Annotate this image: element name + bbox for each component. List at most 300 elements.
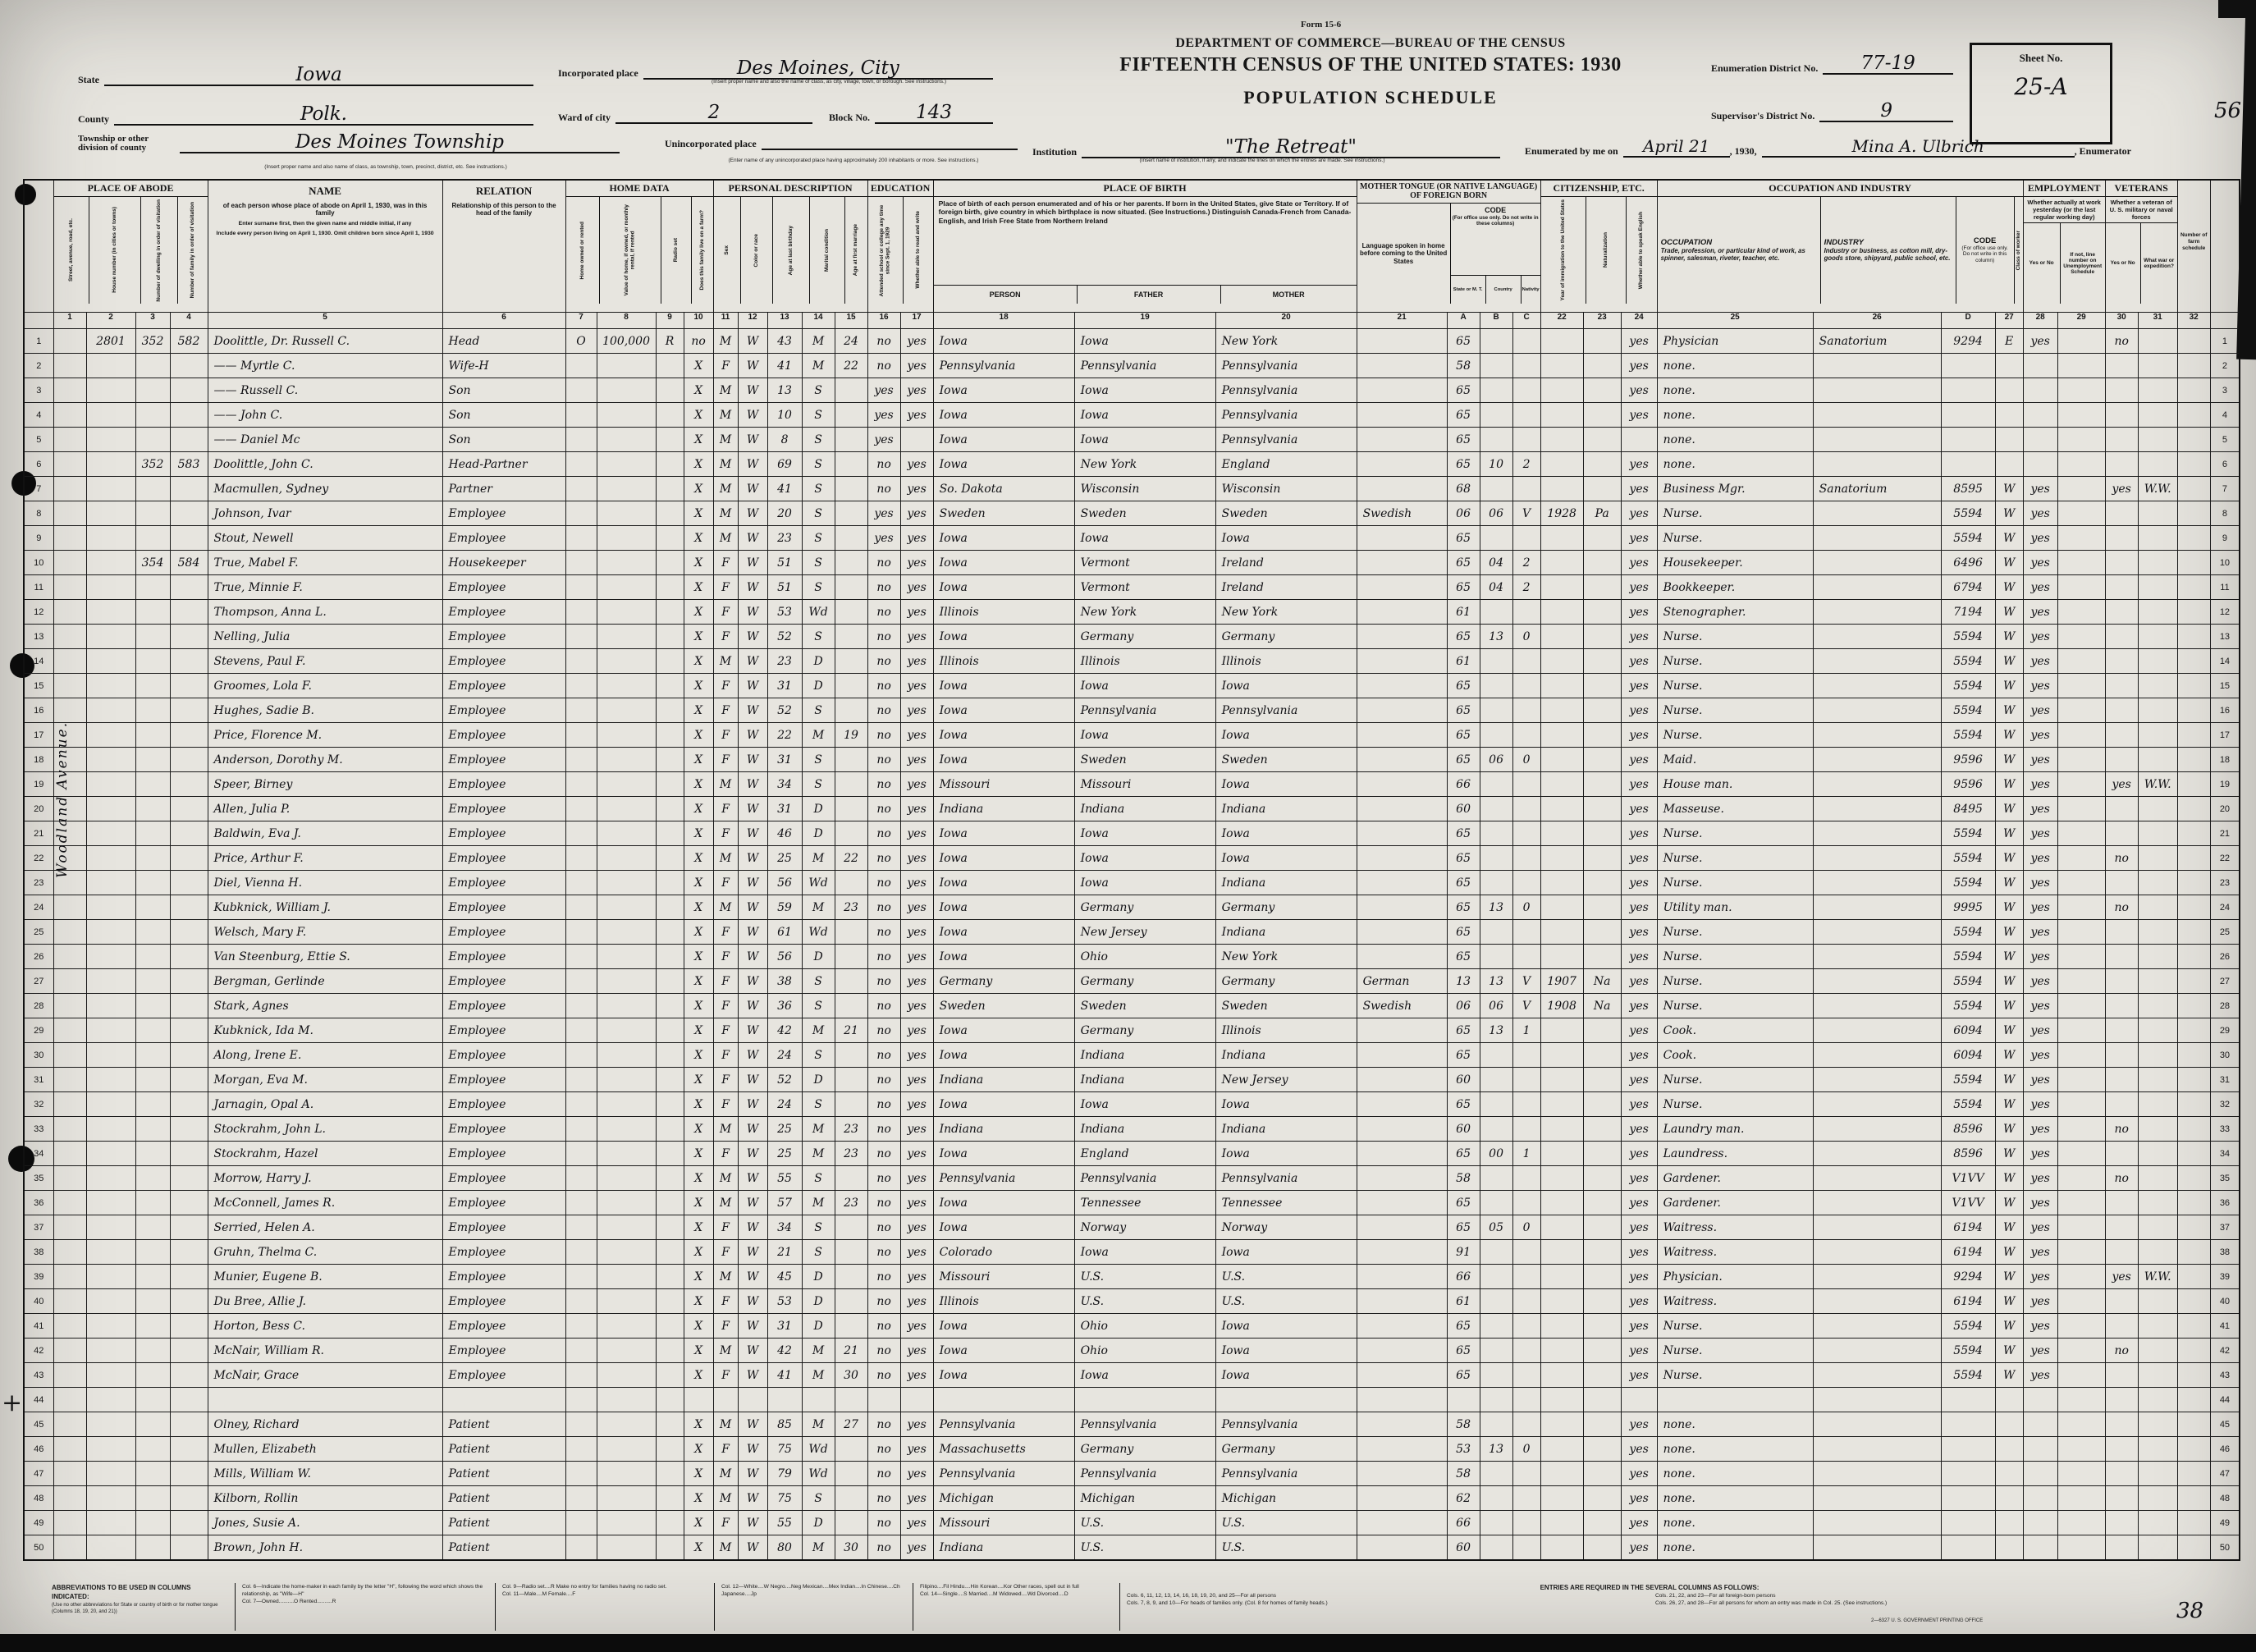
cell-c20: Iowa [1215, 674, 1357, 698]
cell-c18: Iowa [933, 1215, 1074, 1240]
cell-c10: X [684, 575, 713, 600]
cell-c7 [565, 1215, 597, 1240]
cell-c24: yes [1621, 674, 1657, 698]
cell-cB: 06 [1480, 994, 1512, 1018]
cell-c15 [835, 551, 867, 575]
cell-c16: no [867, 1462, 900, 1486]
cell-c15 [835, 945, 867, 969]
cell-c24 [1621, 428, 1657, 452]
cell-c19: Vermont [1074, 551, 1215, 575]
cell-c29 [2057, 723, 2105, 748]
cell-c28: yes [2023, 846, 2057, 871]
cell-cA: 65 [1447, 575, 1480, 600]
cell-street [53, 1462, 86, 1486]
cell-c24: yes [1621, 1511, 1657, 1535]
cell-cB [1480, 1117, 1512, 1142]
cell-c10: X [684, 846, 713, 871]
cell-c25: Bookkeeper. [1657, 575, 1813, 600]
cell-c22 [1540, 354, 1583, 378]
cell-c26 [1813, 354, 1941, 378]
cell-c12: W [738, 945, 767, 969]
cell-c23 [1583, 748, 1621, 772]
table-row [24, 797, 2240, 821]
cell-c14: D [802, 1511, 835, 1535]
cell-c22 [1540, 1462, 1583, 1486]
cell-c16: no [867, 354, 900, 378]
cell-c13: 21 [767, 1240, 802, 1265]
cell-name: Along, Irene E. [208, 1043, 442, 1068]
cell-c28 [2023, 1511, 2057, 1535]
col11-header: Sex [723, 245, 730, 255]
cell-c21 [1357, 1412, 1447, 1437]
cell-c26 [1813, 1117, 1941, 1142]
cell-c8 [597, 1117, 656, 1142]
table-row [24, 428, 2240, 452]
cell-num_l: 10 [24, 551, 53, 575]
cell-c12: W [738, 1339, 767, 1363]
cell-c11: M [713, 1166, 738, 1191]
cell-c20: Indiana [1215, 871, 1357, 895]
cell-c29 [2057, 1462, 2105, 1486]
cell-c25 [1657, 1388, 1813, 1412]
cell-num_l: 23 [24, 871, 53, 895]
cell-c23 [1583, 674, 1621, 698]
cell-fam [170, 1412, 208, 1437]
cell-cA: 65 [1447, 1018, 1480, 1043]
cell-c17: yes [900, 1117, 933, 1142]
cell-c22 [1540, 1486, 1583, 1511]
cell-c10: X [684, 1215, 713, 1240]
cell-c20: Iowa [1215, 526, 1357, 551]
cell-cD: 5594 [1941, 501, 1995, 526]
cell-c27: W [1995, 1092, 2023, 1117]
cell-c23 [1583, 1018, 1621, 1043]
cell-name: Mullen, Elizabeth [208, 1437, 442, 1462]
cell-c18: Indiana [933, 797, 1074, 821]
cell-c23 [1583, 1191, 1621, 1215]
cell-c30 [2105, 649, 2138, 674]
cell-cB [1480, 674, 1512, 698]
cell-c21 [1357, 945, 1447, 969]
cell-c26 [1813, 1412, 1941, 1437]
cell-c24: yes [1621, 871, 1657, 895]
cell-c18: Iowa [933, 674, 1074, 698]
cell-c19: New Jersey [1074, 920, 1215, 945]
cell-c22 [1540, 821, 1583, 846]
cell-c29 [2057, 895, 2105, 920]
cell-c21: German [1357, 969, 1447, 994]
cell-c30 [2105, 1363, 2138, 1388]
cell-c7 [565, 871, 597, 895]
cell-num_r: 17 [2210, 723, 2240, 748]
cell-cC [1512, 428, 1540, 452]
cell-house [86, 1068, 135, 1092]
cell-c32 [2177, 1339, 2210, 1363]
cell-c13: 41 [767, 477, 802, 501]
cell-cC [1512, 354, 1540, 378]
cell-fam [170, 994, 208, 1018]
cell-dwell [135, 871, 170, 895]
cell-cC [1512, 1191, 1540, 1215]
cell-dwell [135, 1092, 170, 1117]
cell-num_r: 1 [2210, 329, 2240, 354]
table-row [24, 501, 2240, 526]
cell-c23 [1583, 1511, 1621, 1535]
cell-rel: Employee [442, 994, 565, 1018]
cell-dwell [135, 575, 170, 600]
cell-c11: F [713, 625, 738, 649]
cell-c27 [1995, 1535, 2023, 1561]
cell-street [53, 1142, 86, 1166]
cell-num_l: 13 [24, 625, 53, 649]
cell-c28: yes [2023, 821, 2057, 846]
cell-c25: none. [1657, 1437, 1813, 1462]
cell-c15: 24 [835, 329, 867, 354]
cell-c30 [2105, 1388, 2138, 1412]
cell-dwell [135, 920, 170, 945]
cell-c10: X [684, 403, 713, 428]
cell-c17: yes [900, 871, 933, 895]
cell-c15 [835, 1068, 867, 1092]
cell-c28: yes [2023, 625, 2057, 649]
cell-c26 [1813, 698, 1941, 723]
cell-c16: no [867, 1289, 900, 1314]
cell-c31 [2138, 1166, 2177, 1191]
cell-dwell [135, 1314, 170, 1339]
cell-c17: yes [900, 1043, 933, 1068]
cell-c8 [597, 1289, 656, 1314]
cell-c21 [1357, 1339, 1447, 1363]
cell-c15 [835, 674, 867, 698]
cell-c25: none. [1657, 1535, 1813, 1561]
table-row [24, 945, 2240, 969]
column-number: 31 [2138, 313, 2177, 329]
county-label: County [78, 113, 110, 125]
cell-name: Speer, Birney [208, 772, 442, 797]
cell-dwell [135, 428, 170, 452]
cell-house [86, 378, 135, 403]
cell-house [86, 994, 135, 1018]
cell-c13: 75 [767, 1437, 802, 1462]
cell-cA: 06 [1447, 994, 1480, 1018]
cell-num_l: 36 [24, 1191, 53, 1215]
cell-c19: Germany [1074, 1437, 1215, 1462]
cell-c22 [1540, 575, 1583, 600]
cell-rel: Partner [442, 477, 565, 501]
cell-c19: Germany [1074, 969, 1215, 994]
cell-c20: New York [1215, 329, 1357, 354]
cell-rel: Employee [442, 1068, 565, 1092]
cell-fam [170, 1240, 208, 1265]
mother-tongue-code-title: CODE [1485, 206, 1507, 214]
form-number: Form 15-6 [1301, 20, 1342, 30]
cell-cD [1941, 1535, 1995, 1561]
cell-c30 [2105, 1215, 2138, 1240]
cell-c14: S [802, 551, 835, 575]
cell-c16: no [867, 452, 900, 477]
cell-c16: no [867, 674, 900, 698]
cell-c21 [1357, 575, 1447, 600]
column-number: B [1480, 313, 1512, 329]
cell-c31 [2138, 1511, 2177, 1535]
cell-c23 [1583, 723, 1621, 748]
cell-c22 [1540, 920, 1583, 945]
cell-c22 [1540, 1215, 1583, 1240]
cell-c28: yes [2023, 945, 2057, 969]
cell-c19: Iowa [1074, 1092, 1215, 1117]
column-number: 10 [684, 313, 713, 329]
cell-c27: W [1995, 920, 2023, 945]
cell-c16: no [867, 477, 900, 501]
cell-name: Stark, Agnes [208, 994, 442, 1018]
cell-c24: yes [1621, 895, 1657, 920]
cell-c8 [597, 821, 656, 846]
cell-c10: X [684, 1240, 713, 1265]
col12-header: Color or race [753, 233, 759, 268]
cell-c28 [2023, 1462, 2057, 1486]
cell-cA: 65 [1447, 698, 1480, 723]
cell-c20: U.S. [1215, 1265, 1357, 1289]
cell-c30 [2105, 625, 2138, 649]
cell-c11: M [713, 895, 738, 920]
cell-c23 [1583, 1486, 1621, 1511]
col20-header: MOTHER [1272, 291, 1305, 299]
cell-name: Allen, Julia P. [208, 797, 442, 821]
cell-c16: yes [867, 378, 900, 403]
cell-c32 [2177, 1092, 2210, 1117]
cell-c9 [656, 698, 684, 723]
cell-cD [1941, 1437, 1995, 1462]
cell-house [86, 575, 135, 600]
cell-cB [1480, 1166, 1512, 1191]
cell-c8 [597, 1191, 656, 1215]
cell-c18: Iowa [933, 821, 1074, 846]
cell-c16: no [867, 772, 900, 797]
cell-c20: Indiana [1215, 920, 1357, 945]
cell-c26 [1813, 969, 1941, 994]
cell-c12: W [738, 1092, 767, 1117]
cell-c12: W [738, 625, 767, 649]
cell-c28: yes [2023, 1142, 2057, 1166]
column-number: 8 [597, 313, 656, 329]
cell-c25: Nurse. [1657, 821, 1813, 846]
cell-name: —— Russell C. [208, 378, 442, 403]
cell-house [86, 871, 135, 895]
page-number-note: 38 [2176, 1599, 2204, 1623]
cell-c8 [597, 698, 656, 723]
department-title: DEPARTMENT OF COMMERCE—BUREAU OF THE CENSUS [1175, 36, 1566, 50]
cell-c23 [1583, 329, 1621, 354]
cell-cC [1512, 1092, 1540, 1117]
cell-rel: Employee [442, 698, 565, 723]
table-row [24, 1117, 2240, 1142]
cell-c14: D [802, 1068, 835, 1092]
cell-c20: Germany [1215, 895, 1357, 920]
cell-c27: W [1995, 969, 2023, 994]
cell-c18: Pennsylvania [933, 1412, 1074, 1437]
cell-c20: Sweden [1215, 501, 1357, 526]
cell-c7 [565, 1339, 597, 1363]
cell-c22 [1540, 797, 1583, 821]
cell-cD: 5594 [1941, 1092, 1995, 1117]
cell-cB [1480, 920, 1512, 945]
cell-c31 [2138, 1142, 2177, 1166]
cell-c11: F [713, 1314, 738, 1339]
cell-c19: Indiana [1074, 1068, 1215, 1092]
mother-tongue-header: MOTHER TONGUE (OR NATIVE LANGUAGE) OF FOREIGN BORN Language spoken in home before coming to the United States CODE (For office use only. Do not write in these columns) State or M. T. Country Nativity [1357, 180, 1540, 313]
column-number: 1 [53, 313, 86, 329]
cell-c29 [2057, 994, 2105, 1018]
cell-c18: Iowa [933, 1043, 1074, 1068]
cell-num_l: 45 [24, 1412, 53, 1437]
cell-c12: W [738, 378, 767, 403]
cell-cD: 6094 [1941, 1043, 1995, 1068]
cell-cD: 5594 [1941, 649, 1995, 674]
cell-c13: 55 [767, 1166, 802, 1191]
cell-dwell [135, 969, 170, 994]
cell-c29 [2057, 501, 2105, 526]
cell-name: Kilborn, Rollin [208, 1486, 442, 1511]
cell-c19: Germany [1074, 1018, 1215, 1043]
cell-c28 [2023, 452, 2057, 477]
cell-c29 [2057, 551, 2105, 575]
cell-c32 [2177, 772, 2210, 797]
cell-cC: 0 [1512, 1437, 1540, 1462]
cell-c11: M [713, 452, 738, 477]
cell-c28: yes [2023, 526, 2057, 551]
cell-fam [170, 1092, 208, 1117]
cell-c31 [2138, 1388, 2177, 1412]
cell-c9 [656, 772, 684, 797]
cell-c25: Nurse. [1657, 846, 1813, 871]
cell-c7 [565, 821, 597, 846]
cell-rel: Employee [442, 600, 565, 625]
cell-c29 [2057, 1265, 2105, 1289]
cell-c27: W [1995, 1215, 2023, 1240]
cell-c12: W [738, 1511, 767, 1535]
cell-c30 [2105, 428, 2138, 452]
cell-c25: Cook. [1657, 1018, 1813, 1043]
cell-c23 [1583, 1412, 1621, 1437]
cell-c17: yes [900, 1314, 933, 1339]
cell-cA: 06 [1447, 501, 1480, 526]
cell-num_l: 33 [24, 1117, 53, 1142]
cell-c7 [565, 1142, 597, 1166]
table-row [24, 1265, 2240, 1289]
cell-c11: M [713, 1117, 738, 1142]
cell-c32 [2177, 871, 2210, 895]
cell-c28: yes [2023, 772, 2057, 797]
cell-c22 [1540, 1240, 1583, 1265]
cell-c17: yes [900, 1191, 933, 1215]
cell-c14: S [802, 378, 835, 403]
cell-c24: yes [1621, 649, 1657, 674]
table-row [24, 846, 2240, 871]
cell-c18: Illinois [933, 649, 1074, 674]
cell-cB: 13 [1480, 969, 1512, 994]
column-number: 18 [933, 313, 1074, 329]
cell-cB [1480, 378, 1512, 403]
cell-c10: X [684, 1289, 713, 1314]
table-row [24, 1486, 2240, 1511]
cell-c23 [1583, 1314, 1621, 1339]
column-number: A [1447, 313, 1480, 329]
cell-c14: S [802, 1092, 835, 1117]
cell-cB [1480, 649, 1512, 674]
cell-c12: W [738, 871, 767, 895]
cell-c14: S [802, 1486, 835, 1511]
cell-cC [1512, 1486, 1540, 1511]
cell-c9 [656, 378, 684, 403]
cell-cC: V [1512, 994, 1540, 1018]
cell-c9 [656, 674, 684, 698]
cell-c19: Pennsylvania [1074, 1462, 1215, 1486]
cell-c13: 10 [767, 403, 802, 428]
cell-c29 [2057, 600, 2105, 625]
cell-c32 [2177, 723, 2210, 748]
cell-c25: none. [1657, 428, 1813, 452]
cell-c18: Iowa [933, 625, 1074, 649]
cell-cC: 2 [1512, 551, 1540, 575]
cell-dwell [135, 1191, 170, 1215]
cell-c12: W [738, 649, 767, 674]
cell-dwell [135, 1166, 170, 1191]
table-row [24, 1018, 2240, 1043]
cell-c7 [565, 1043, 597, 1068]
cell-c30 [2105, 452, 2138, 477]
cell-c11: F [713, 600, 738, 625]
cell-c21 [1357, 477, 1447, 501]
cell-c8 [597, 354, 656, 378]
cell-street [53, 920, 86, 945]
cell-rel: Employee [442, 1018, 565, 1043]
cell-c23 [1583, 1462, 1621, 1486]
cell-cC: 0 [1512, 748, 1540, 772]
cell-cA: 66 [1447, 1265, 1480, 1289]
cell-cA: 58 [1447, 354, 1480, 378]
cell-cC [1512, 1240, 1540, 1265]
cell-num_l: 14 [24, 649, 53, 674]
cell-c9 [656, 600, 684, 625]
cell-c27: W [1995, 1240, 2023, 1265]
cell-c22 [1540, 1363, 1583, 1388]
cell-fam [170, 1018, 208, 1043]
cell-c25: Gardener. [1657, 1191, 1813, 1215]
cell-c28 [2023, 1388, 2057, 1412]
cell-cC [1512, 1117, 1540, 1142]
relation-header: RELATION Relationship of this person to the head of the family [442, 180, 565, 313]
cell-name: Van Steenburg, Ettie S. [208, 945, 442, 969]
cell-c16: no [867, 846, 900, 871]
cell-c23 [1583, 698, 1621, 723]
cell-c10: X [684, 526, 713, 551]
cell-c19: Norway [1074, 1215, 1215, 1240]
cell-c24: yes [1621, 501, 1657, 526]
cell-c29 [2057, 1535, 2105, 1561]
col21-header: Language spoken in home before coming to the United States [1360, 241, 1448, 265]
column-number: C [1512, 313, 1540, 329]
cell-name: Thompson, Anna L. [208, 600, 442, 625]
cell-c28: yes [2023, 1092, 2057, 1117]
cell-c12: W [738, 723, 767, 748]
cell-c22: 1908 [1540, 994, 1583, 1018]
cell-c16: no [867, 945, 900, 969]
cell-c8 [597, 1265, 656, 1289]
cell-c21 [1357, 723, 1447, 748]
table-row [24, 1092, 2240, 1117]
cell-c17: yes [900, 772, 933, 797]
cell-c22 [1540, 1018, 1583, 1043]
